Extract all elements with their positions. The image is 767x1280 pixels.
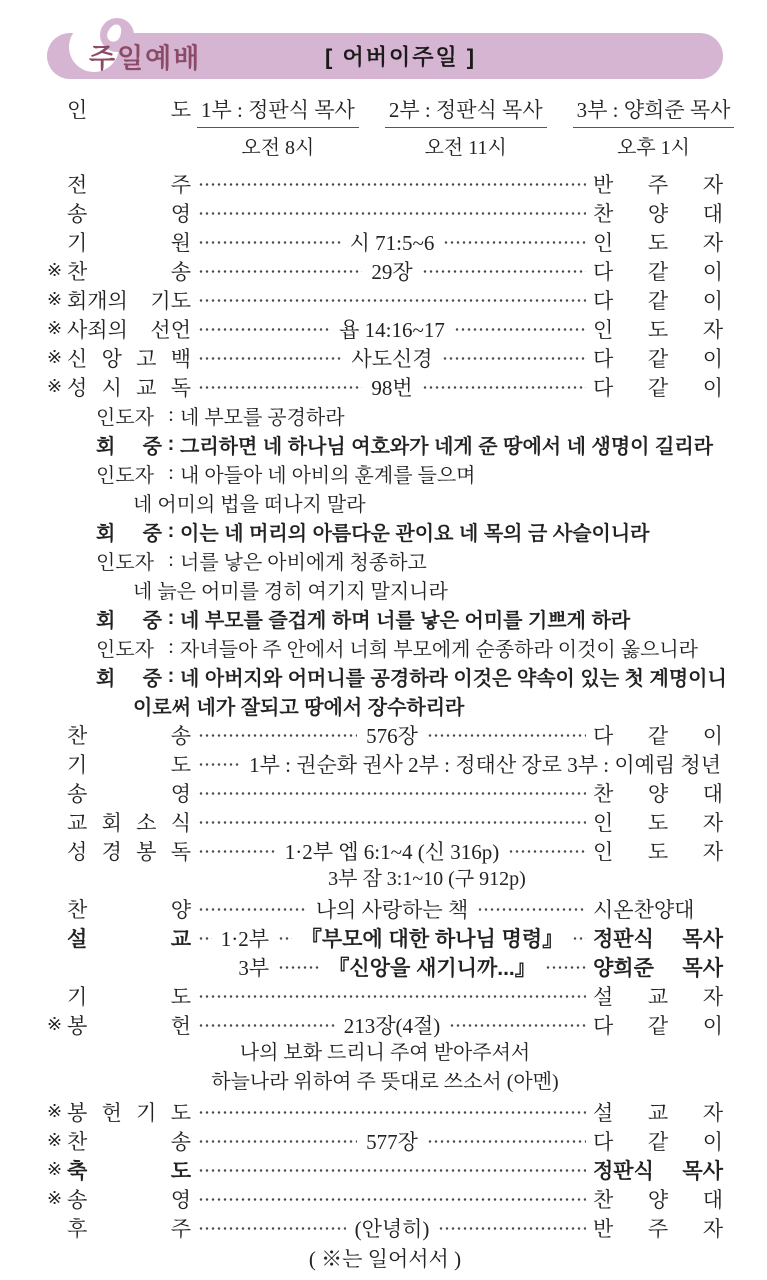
program-right: 다 같 이 xyxy=(593,1013,723,1038)
reading-line xyxy=(47,488,723,517)
program-label: 봉 헌 기 도 xyxy=(67,1100,191,1125)
program-middle xyxy=(191,372,593,402)
program-row xyxy=(47,198,723,227)
program-middle xyxy=(191,788,593,797)
dot-leader xyxy=(198,1022,335,1029)
dot-leader xyxy=(508,848,586,855)
dot-leader xyxy=(443,239,586,246)
reading-text: 네 늙은 어미를 경히 여기지 말지니라 xyxy=(133,581,448,603)
standing-mark: ※ xyxy=(47,318,63,338)
service-columns xyxy=(197,94,734,160)
reading-speaker: 인도자 xyxy=(96,465,154,487)
program-middle xyxy=(191,1213,593,1243)
program-right: 찬 양 대 xyxy=(593,201,723,226)
reading-colon: : xyxy=(168,462,174,484)
reading-speaker: 회 중 xyxy=(96,523,162,545)
program-center-text: 29장 xyxy=(371,259,413,284)
program-right: 인 도 자 xyxy=(593,810,723,835)
center-line: 하늘나라 위하여 주 뜻대로 쓰소서 (아멘) xyxy=(211,1071,559,1093)
reading-speaker: 회 중 xyxy=(96,668,162,690)
program-middle xyxy=(191,343,593,373)
program-center-text: 213장(4절) xyxy=(343,1013,441,1038)
reading-speaker: 인도자 xyxy=(96,552,154,574)
dot-leader xyxy=(198,761,240,768)
reading-line xyxy=(47,430,723,459)
dot-leader xyxy=(198,993,586,1000)
program-label: 기 도 xyxy=(67,984,191,1009)
program-label: 찬 양 xyxy=(67,897,191,922)
program-right: 양희준 목사 xyxy=(593,956,723,980)
program-middle xyxy=(191,1107,593,1116)
program-center-text: 577장 xyxy=(366,1129,418,1154)
reading-line xyxy=(47,633,723,662)
worship-title: 주일예배 xyxy=(89,43,202,74)
program-label: 신 앙 고 백 xyxy=(67,346,191,371)
dot-leader xyxy=(545,964,586,971)
standing-mark: ※ xyxy=(47,347,63,367)
program-center-text: 3부 xyxy=(238,955,270,980)
program-center-text: 98번 xyxy=(371,375,413,400)
standing-mark: ※ xyxy=(47,260,63,280)
reading-colon: : xyxy=(168,549,174,571)
program-row xyxy=(47,749,723,778)
reading-colon: : xyxy=(167,665,175,687)
program-row xyxy=(47,1155,723,1184)
program xyxy=(47,169,727,1242)
dot-leader xyxy=(198,239,341,246)
program-label: 회개의 기도 xyxy=(67,288,191,313)
program-middle xyxy=(191,817,593,826)
program-middle xyxy=(191,720,593,750)
dot-leader xyxy=(449,1022,586,1029)
program-row xyxy=(47,1010,723,1039)
program-row xyxy=(47,836,723,865)
dot-leader xyxy=(198,819,586,826)
reading-line xyxy=(47,459,723,488)
reading-colon: : xyxy=(167,607,175,629)
program-right: 다 같 이 xyxy=(593,288,723,313)
leader-label: 인 도 xyxy=(67,98,191,122)
reading-colon: : xyxy=(167,433,175,455)
program-row xyxy=(47,256,723,285)
program-center-text: 1부 : 권순화 권사 2부 : 정태산 장로 3부 : 이예림 청년 xyxy=(249,752,721,777)
dot-leader xyxy=(198,790,586,797)
program-label: 사죄의 선언 xyxy=(67,317,191,342)
program-right: 찬 양 대 xyxy=(593,1187,723,1212)
program-center-text: 욥 14:16~17 xyxy=(339,317,445,342)
program-label: 성 시 교 독 xyxy=(67,375,191,400)
standing-mark: ※ xyxy=(47,376,63,396)
program-middle xyxy=(191,836,593,866)
service-leader-name: 1부 : 정판식 목사 xyxy=(197,94,359,128)
standing-mark: ※ xyxy=(47,289,63,309)
dot-leader xyxy=(427,732,586,739)
program-center-text: 『신앙을 새기니까...』 xyxy=(328,956,536,980)
program-label: 기 도 xyxy=(67,752,191,777)
reading-line xyxy=(47,604,723,633)
program-right: 다 같 이 xyxy=(593,1129,723,1154)
dot-leader xyxy=(477,906,586,913)
program-row xyxy=(47,1213,723,1242)
program-middle xyxy=(191,295,593,304)
service-leader-name: 2부 : 정판식 목사 xyxy=(385,94,547,128)
reading-text: 네 부모를 즐겁게 하며 너를 낳은 어미를 기쁘게 하라 xyxy=(180,610,631,632)
program-right: 다 같 이 xyxy=(593,375,723,400)
program-label: 찬 송 xyxy=(67,723,191,748)
service-theme: [ 어버이주일 ] xyxy=(325,44,477,70)
dot-leader xyxy=(198,355,342,362)
dot-leader xyxy=(198,1109,586,1116)
dot-leader xyxy=(572,935,586,942)
program-middle xyxy=(191,749,723,779)
reading-text: 네 아버지와 어머니를 공경하라 이것은 약속이 있는 첫 계명이니 xyxy=(180,668,727,690)
dot-leader xyxy=(278,935,292,942)
service-leader-name: 3부 : 양희준 목사 xyxy=(573,94,735,128)
program-row xyxy=(47,1097,723,1126)
program-label: 전 주 xyxy=(67,172,191,197)
service-column xyxy=(573,94,735,160)
program-row xyxy=(47,372,723,401)
program-row xyxy=(47,894,723,923)
program-label: 봉 헌 xyxy=(67,1013,191,1038)
program-center-text: 시 71:5~6 xyxy=(349,230,435,255)
program-middle xyxy=(191,1126,593,1156)
program-center-text: 1·2부 엡 6:1~4 (신 316p) xyxy=(284,839,500,864)
program-right: 인 도 자 xyxy=(593,230,723,255)
program-right: 다 같 이 xyxy=(593,259,723,284)
reading-colon: : xyxy=(167,520,175,542)
program-label: 설 교 xyxy=(67,927,191,951)
footer-note: ( ※는 일어서서 ) xyxy=(308,1247,462,1271)
program-right: 다 같 이 xyxy=(593,723,723,748)
program-row xyxy=(47,923,723,952)
dot-leader xyxy=(278,964,319,971)
reading-line xyxy=(47,546,723,575)
program-center-text: 576장 xyxy=(366,723,418,748)
program-label: 송 영 xyxy=(67,781,191,806)
center-line: 나의 보화 드리니 주여 받아주셔서 xyxy=(239,1042,531,1064)
reading-line xyxy=(47,401,723,430)
service-time: 오전 8시 xyxy=(241,137,315,159)
reading-text: 자녀들아 주 안에서 너희 부모에게 순종하라 이것이 옳으니라 xyxy=(180,639,698,661)
program-label: 후 주 xyxy=(67,1216,191,1241)
program-row xyxy=(47,227,723,256)
program-row xyxy=(47,343,723,372)
reading-speaker: 인도자 xyxy=(96,407,154,429)
dot-leader xyxy=(198,906,307,913)
program-row xyxy=(47,1184,723,1213)
reading-colon: : xyxy=(168,636,174,658)
program-middle xyxy=(191,179,593,188)
program-row xyxy=(47,807,723,836)
reading-text: 그리하면 네 하나님 여호와가 네게 준 땅에서 네 생명이 길리라 xyxy=(180,436,714,458)
reading-line xyxy=(47,691,723,720)
dot-leader xyxy=(198,326,330,333)
program-middle xyxy=(191,314,593,344)
reading-line xyxy=(47,575,723,604)
program-row xyxy=(47,285,723,314)
reading-speaker: 인도자 xyxy=(96,639,154,661)
dot-leader xyxy=(198,268,362,275)
program-row xyxy=(47,952,723,981)
program-middle xyxy=(191,1165,593,1174)
program-label: 찬 송 xyxy=(67,259,191,284)
program-label: 교 회 소 식 xyxy=(67,810,191,835)
program-right: 시온찬양대 xyxy=(593,897,695,922)
reading-text: 너를 낳은 아비에게 청종하고 xyxy=(180,552,427,574)
program-row xyxy=(47,169,723,198)
program-right: 다 같 이 xyxy=(593,346,723,371)
program-label: 송 영 xyxy=(67,201,191,226)
program-middle xyxy=(191,952,593,982)
standing-mark: ※ xyxy=(47,1159,63,1179)
reading-line xyxy=(47,662,727,691)
program-label: 송 영 xyxy=(67,1187,191,1212)
program-middle xyxy=(191,1194,593,1203)
program-right: 설 교 자 xyxy=(593,984,723,1009)
reading-text: 이로써 네가 잘되고 땅에서 장수하리라 xyxy=(133,697,465,719)
dot-leader xyxy=(198,297,586,304)
program-row xyxy=(47,1126,723,1155)
dot-leader xyxy=(198,732,357,739)
program-label: 찬 송 xyxy=(67,1129,191,1154)
reading-text: 네 어미의 법을 떠나지 말라 xyxy=(133,494,366,516)
program-middle xyxy=(191,256,593,286)
program-right: 정판식 목사 xyxy=(593,927,723,951)
program-center-text: 1·2부 xyxy=(220,926,270,951)
reading-speaker: 회 중 xyxy=(96,610,162,632)
dot-leader xyxy=(198,181,586,188)
dot-leader xyxy=(198,1196,586,1203)
dot-leader xyxy=(427,1138,586,1145)
program-right: 반 주 자 xyxy=(593,172,723,197)
program-row xyxy=(47,778,723,807)
program-right: 설 교 자 xyxy=(593,1100,723,1125)
header-bar xyxy=(47,33,723,79)
dot-leader xyxy=(198,384,362,391)
program-label: 기 원 xyxy=(67,230,191,255)
dot-leader xyxy=(454,326,586,333)
program-center-text: 사도신경 xyxy=(351,346,433,371)
program-middle xyxy=(191,1010,593,1040)
program-middle xyxy=(191,991,593,1000)
program-row xyxy=(47,720,723,749)
service-time: 오전 11시 xyxy=(424,137,507,159)
program-row xyxy=(47,981,723,1010)
dot-leader xyxy=(198,1225,346,1232)
program-right: 인 도 자 xyxy=(593,317,723,342)
program-middle xyxy=(191,227,593,257)
dot-leader xyxy=(422,384,586,391)
service-time: 오후 1시 xyxy=(617,137,691,159)
reading-text: 네 부모를 공경하라 xyxy=(180,407,345,429)
program-row xyxy=(47,314,723,343)
reading-line xyxy=(47,517,723,546)
dot-leader xyxy=(198,1167,586,1174)
standing-mark: ※ xyxy=(47,1188,63,1208)
program-right: 인 도 자 xyxy=(593,839,723,864)
dot-leader xyxy=(422,268,586,275)
service-column xyxy=(197,94,359,160)
program-middle xyxy=(191,208,593,217)
dot-leader xyxy=(198,1138,357,1145)
reading-speaker: 회 중 xyxy=(96,436,162,458)
dot-leader xyxy=(442,355,586,362)
reading-text: 이는 네 머리의 아름다운 관이요 네 목의 금 사슬이니라 xyxy=(180,523,650,545)
dot-leader xyxy=(198,848,276,855)
program-center-text: (안녕히) xyxy=(354,1216,430,1241)
program-middle xyxy=(191,894,593,924)
reading-text: 내 아들아 네 아비의 훈계를 들으며 xyxy=(180,465,476,487)
standing-mark: ※ xyxy=(47,1101,63,1121)
program-center-text: 『부모에 대한 하나님 명령』 xyxy=(300,927,564,951)
leader-row xyxy=(47,94,731,160)
program-middle xyxy=(191,923,593,953)
center-line: 3부 잠 3:1~10 (구 912p) xyxy=(328,868,526,890)
program-right: 정판식 목사 xyxy=(593,1159,723,1183)
standing-mark: ※ xyxy=(47,1130,63,1150)
program-label: 축 도 xyxy=(67,1159,191,1183)
standing-mark: ※ xyxy=(47,1014,63,1034)
service-column xyxy=(385,94,547,160)
dot-leader xyxy=(198,935,212,942)
program-right: 찬 양 대 xyxy=(593,781,723,806)
program-label: 성 경 봉 독 xyxy=(67,839,191,864)
program-right: 반 주 자 xyxy=(593,1216,723,1241)
program-center-text: 나의 사랑하는 책 xyxy=(315,897,469,922)
dot-leader xyxy=(198,210,586,217)
reading-colon: : xyxy=(168,404,174,426)
dot-leader xyxy=(438,1225,586,1232)
